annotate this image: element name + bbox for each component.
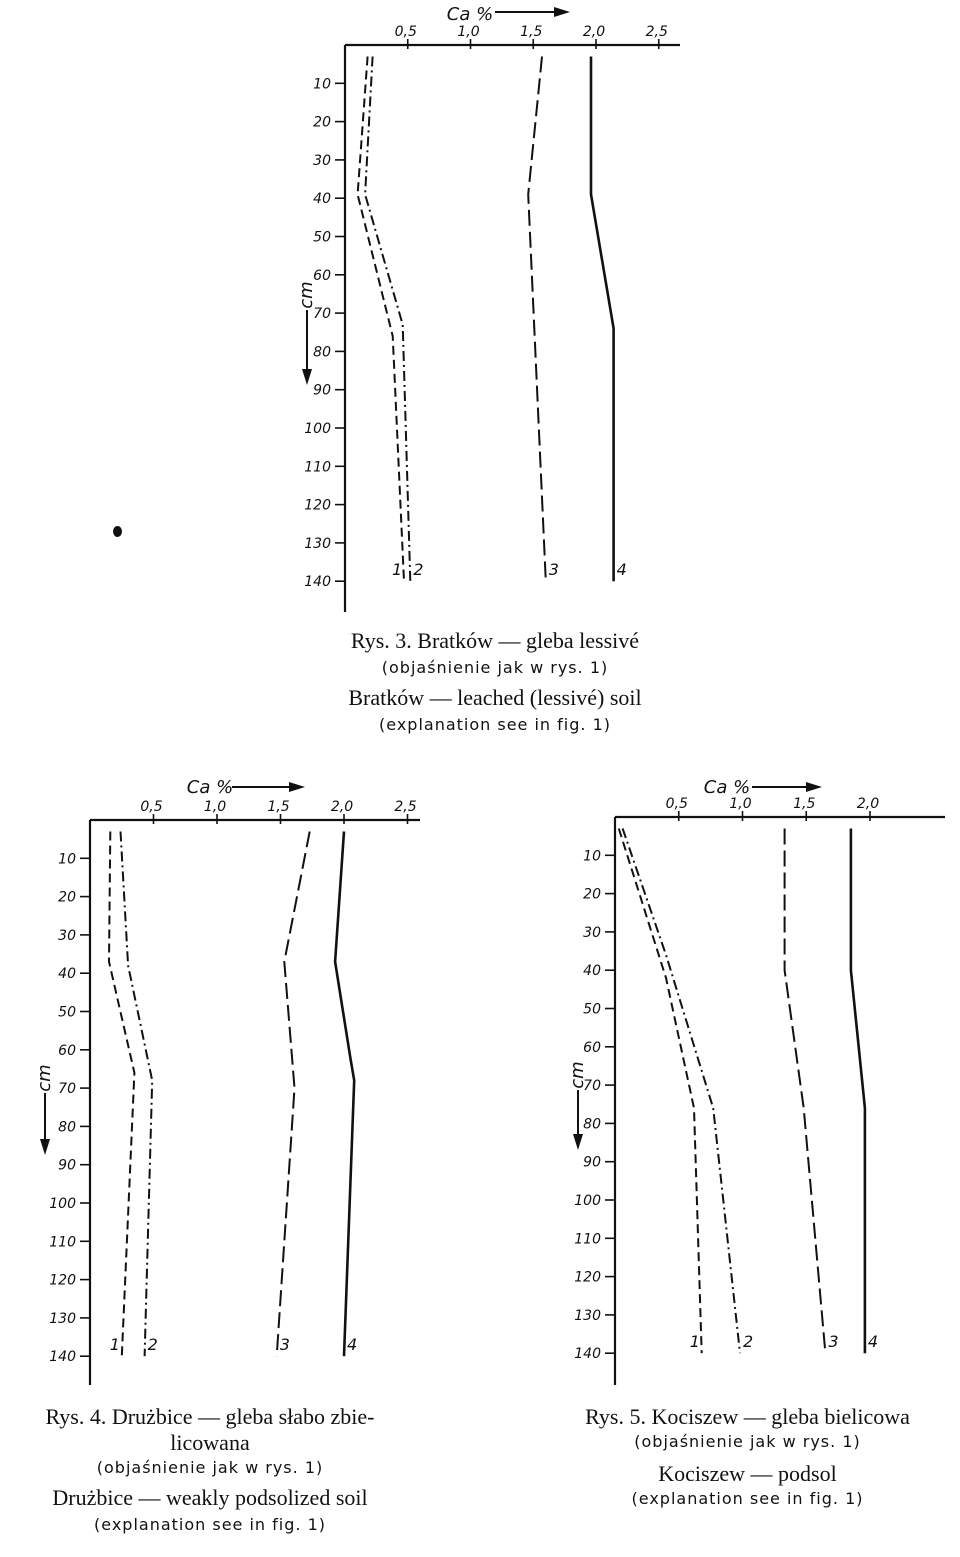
x-axis-arrow-head [554, 7, 570, 17]
series-label-4: 4 [867, 1332, 879, 1352]
y-tick-label: 40 [583, 963, 601, 980]
y-tick-label: 60 [313, 267, 331, 284]
x-tick-label: 0,5 [394, 24, 417, 40]
caption-fig5-title: Rys. 5. Kociszew — gleba bielicowa [585, 1404, 910, 1429]
x-tick-label: 1,5 [520, 24, 543, 40]
x-tick-label: 2,0 [330, 799, 354, 815]
y-tick-label: 20 [583, 886, 601, 903]
y-tick-label: 60 [583, 1039, 601, 1056]
series-label-1: 1 [689, 1332, 700, 1352]
y-tick-label: 10 [583, 848, 601, 865]
x-tick-label: 2,5 [394, 799, 417, 815]
y-tick-label: 70 [313, 306, 331, 323]
y-tick-label: 100 [304, 421, 331, 437]
caption-fig4 [0, 1404, 420, 1534]
y-tick-label: 100 [49, 1196, 76, 1212]
y-tick-label: 80 [583, 1116, 601, 1133]
y-tick-label: 50 [313, 229, 331, 246]
series-line-4 [591, 57, 614, 582]
y-tick-label: 70 [58, 1081, 76, 1098]
y-tick-label: 20 [58, 889, 76, 906]
series-label-3: 3 [548, 560, 559, 580]
series-label-2: 2 [413, 560, 424, 580]
caption-fig3-en: Bratków — leached (lessivé) soil [348, 685, 642, 710]
series-line-1 [109, 832, 134, 1357]
y-tick-label: 70 [583, 1078, 601, 1095]
y-tick-label: 30 [58, 927, 76, 944]
x-axis-arrow-head [289, 782, 305, 792]
y-tick-label: 140 [574, 1346, 601, 1363]
y-tick-label: 110 [304, 459, 331, 476]
caption-fig4-sub: (objaśnienie jak w rys. 1) [96, 1458, 324, 1477]
series-line-1 [358, 57, 404, 582]
y-axis-label: cm [296, 281, 317, 309]
y-tick-label: 30 [583, 924, 601, 941]
caption-fig5-en-sub: (explanation see in fig. 1) [631, 1489, 864, 1508]
caption-fig3-en-sub: (explanation see in fig. 1) [379, 715, 611, 734]
x-tick-label: 1,5 [793, 796, 816, 812]
y-tick-label: 20 [313, 114, 331, 131]
x-tick-label: 2,0 [582, 24, 606, 40]
caption-fig5-sub: (objaśnienie jak w rys. 1) [634, 1432, 861, 1451]
series-label-2: 2 [742, 1332, 754, 1352]
y-axis-arrow-head [573, 1134, 583, 1150]
series-line-4 [335, 832, 354, 1357]
y-tick-label: 40 [58, 966, 76, 983]
series-label-4: 4 [616, 560, 627, 580]
y-tick-label: 110 [574, 1231, 601, 1248]
series-line-3 [528, 57, 546, 582]
x-axis-label: Ca % [703, 777, 751, 798]
y-tick-label: 50 [58, 1004, 76, 1021]
y-tick-label: 130 [304, 535, 331, 552]
series-line-2 [623, 829, 740, 1354]
caption-fig4-title: Rys. 4. Drużbice — gleba słabo zbie- [45, 1404, 375, 1429]
series-line-1 [619, 829, 702, 1354]
series-label-3: 3 [279, 1335, 290, 1355]
y-tick-label: 50 [583, 1001, 601, 1018]
y-tick-label: 10 [58, 851, 76, 868]
series-label-2: 2 [147, 1335, 158, 1355]
y-tick-label: 120 [49, 1272, 76, 1289]
caption-fig4-en: Drużbice — weakly podsolized soil [52, 1485, 368, 1510]
x-tick-label: 0,5 [140, 799, 163, 815]
y-tick-label: 110 [49, 1234, 76, 1251]
caption-fig4-title2: licowana [170, 1430, 250, 1455]
y-tick-label: 130 [49, 1310, 76, 1327]
y-tick-label: 120 [304, 497, 331, 514]
y-axis-label: cm [567, 1061, 588, 1089]
y-tick-label: 90 [58, 1157, 76, 1174]
y-axis-arrow-head [40, 1139, 50, 1155]
y-tick-label: 80 [313, 344, 331, 361]
x-tick-label: 2,0 [856, 796, 880, 812]
caption-fig3 [300, 628, 690, 734]
y-axis-label: cm [34, 1064, 55, 1092]
series-label-1: 1 [391, 560, 403, 580]
y-tick-label: 80 [58, 1119, 76, 1136]
y-tick-label: 130 [574, 1307, 601, 1324]
x-tick-label: 2,5 [645, 24, 668, 40]
y-tick-label: 90 [313, 382, 331, 399]
y-tick-label: 40 [313, 191, 331, 208]
series-label-4: 4 [347, 1335, 358, 1355]
stray-dot [113, 526, 122, 537]
series-label-3: 3 [828, 1332, 839, 1352]
y-tick-label: 100 [574, 1193, 601, 1209]
y-tick-label: 140 [304, 574, 331, 591]
x-tick-label: 1,0 [203, 799, 227, 815]
series-line-3 [277, 832, 310, 1357]
caption-fig3-title: Rys. 3. Bratków — gleba lessivé [350, 628, 640, 653]
x-tick-label: 1,0 [457, 24, 480, 40]
x-axis-arrow-head [806, 782, 822, 792]
series-line-4 [851, 829, 865, 1354]
y-tick-label: 140 [49, 1349, 76, 1366]
caption-fig5 [535, 1404, 960, 1508]
y-tick-label: 10 [313, 76, 331, 93]
series-line-3 [785, 829, 826, 1354]
y-tick-label: 120 [574, 1269, 601, 1286]
caption-fig4-en-sub: (explanation see in fig. 1) [94, 1515, 326, 1534]
y-tick-label: 60 [58, 1042, 76, 1059]
series-label-1: 1 [109, 1335, 120, 1355]
y-tick-label: 90 [583, 1154, 601, 1171]
x-tick-label: 0,5 [665, 796, 688, 812]
caption-fig5-en: Kociszew — podsol [658, 1461, 837, 1486]
x-axis-label: Ca % [186, 777, 234, 798]
x-axis-label: Ca % [446, 4, 494, 25]
x-tick-label: 1,5 [267, 799, 290, 815]
y-tick-label: 30 [313, 152, 331, 169]
y-axis-arrow-head [302, 369, 312, 385]
caption-fig3-sub: (objaśnienie jak w rys. 1) [381, 658, 609, 677]
x-tick-label: 1,0 [729, 796, 752, 812]
